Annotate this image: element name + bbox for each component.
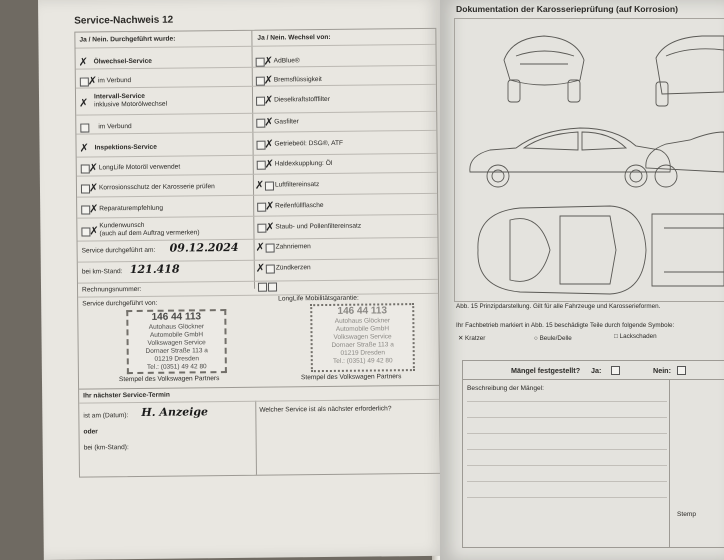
- checkbox-air-filter[interactable]: [265, 182, 274, 191]
- defects-description-label: Beschreibung der Mängel:: [467, 385, 544, 392]
- yes-label: Ja:: [591, 366, 602, 375]
- or-label: oder: [83, 428, 98, 436]
- checkbox-interval-service[interactable]: ✗: [79, 96, 89, 110]
- service-date-value[interactable]: 09.12.2024: [169, 240, 239, 255]
- next-km-label: bei (km-Stand):: [83, 444, 129, 452]
- next-date-label: ist am (Datum):: [83, 412, 129, 420]
- stamp-label: Stemp: [677, 511, 697, 518]
- diesel-filter-label: Dieselkraftstofffilter: [274, 95, 330, 104]
- car-rear-view: [504, 36, 584, 85]
- dealer-stamp-right: 146 44 113 Autohaus Glöckner Automobile GmbH Volkswagen Service Dornaer Straße 113 a 01219 Dresden Tel.: (0351) 49 42 80: [310, 303, 415, 372]
- interval-oil-label: inklusive Motorölwechsel: [94, 100, 168, 109]
- inspection-service-label: Inspektions-Service: [94, 143, 157, 152]
- dent-symbol-icon: ○: [534, 335, 540, 342]
- legend-paint-damage: □ Lackschaden: [614, 333, 657, 340]
- car-side-view-right: [646, 132, 724, 172]
- dealer-stamp-left: 146 44 113 Autohaus Glöckner Automobile GmbH Volkswagen Service Dornaer Straße 113 a 01219 Dresden Tel.: (0351) 49 42 80: [126, 309, 227, 374]
- marking-instruction: Ihr Fachbetrieb markiert in Abb. 15 beschädigte Teile durch folgende Symbole:: [456, 322, 675, 329]
- air-filter-label: Luftfiltereinsatz: [274, 181, 320, 189]
- km-value[interactable]: 121.418: [129, 262, 180, 277]
- page-title-right: Dokumentation der Karosserieprüfung (auf Korrosion): [456, 4, 679, 14]
- tyre-bottle-label: Reifenfüllflasche: [275, 202, 324, 210]
- oil-compound-label: im Verbund: [97, 77, 132, 85]
- interval-service-label: Intervall-Service: [93, 92, 146, 101]
- service-record-page: [38, 0, 446, 560]
- scratch-symbol-icon: ✕: [458, 335, 466, 342]
- defects-label: Mängel festgestellt?: [511, 366, 581, 375]
- next-date-value[interactable]: H. Anzeige: [141, 405, 209, 419]
- defects-no-checkbox[interactable]: [677, 366, 686, 375]
- customer-wish-label: Kundenwunsch: [99, 221, 145, 230]
- gear-oil-label: Getriebeöl: DSG®, ATF: [274, 139, 344, 148]
- figure-caption: Abb. 15 Prinzipdarstellung. Gilt für alle Fahrzeuge und Karosserieformen.: [456, 303, 661, 310]
- brake-fluid-label: Bremsflüssigkeit: [273, 76, 322, 84]
- checkbox-inspection-service[interactable]: ✗: [79, 141, 89, 155]
- interval-compound-label: im Verbund: [98, 123, 132, 131]
- gas-filter-label: Gasfilter: [274, 118, 299, 126]
- invoice-label: Rechnungsnummer:: [82, 285, 142, 294]
- oil-service-label: Ölwechsel-Service: [93, 57, 152, 66]
- next-service-question: Welcher Service ist als nächster erforderlich?: [259, 405, 392, 414]
- pollen-filter-label: Staub- und Pollenfiltereinsatz: [275, 222, 362, 231]
- timing-belt-label: Zahnriemen: [275, 243, 311, 251]
- corrosion-label: Korrosionsschutz der Karosserie prüfen: [98, 183, 215, 192]
- longlife-oil-label: LongLife Motoröl verwendet: [98, 163, 181, 172]
- car-diagram: [440, 0, 724, 300]
- car-front-view: [656, 36, 724, 94]
- body-inspection-page: [440, 0, 724, 560]
- right-column-header: Ja / Nein. Wechsel von:: [257, 33, 331, 42]
- spark-plugs-label: Zündkerzen: [275, 264, 311, 272]
- next-service-header: Ihr nächster Service-Termin: [83, 391, 170, 400]
- km-label: bei km-Stand:: [81, 268, 123, 276]
- performed-by-label: Service durchgeführt von:: [82, 299, 158, 308]
- no-label: Nein:: [653, 366, 671, 375]
- legend-scratch: ✕ Kratzer: [458, 335, 486, 342]
- stamp-caption-left: Stempel des Volkswagen Partners: [118, 375, 220, 384]
- defects-box: [462, 360, 724, 548]
- legend-dent: ○ Beule/Delle: [534, 335, 572, 342]
- service-date-label: Service durchgeführt am:: [81, 246, 156, 255]
- haldex-label: Haldexkupplung: Öl: [274, 159, 333, 168]
- customer-wish-note: (auch auf dem Auftrag vermerken): [99, 229, 200, 238]
- page-title: Service-Nachweis 12: [74, 14, 174, 27]
- left-column-header: Ja / Nein. Durchgeführt wurde:: [79, 35, 176, 44]
- paint-damage-symbol-icon: □: [614, 333, 620, 340]
- car-underbody-view: [652, 214, 724, 286]
- adblue-label: AdBlue®: [273, 57, 300, 65]
- defects-yes-checkbox[interactable]: [611, 366, 620, 375]
- longlife-guarantee-label: LongLife Mobilitätsgarantie:: [278, 294, 359, 303]
- repair-label: Reparaturempfehlung: [99, 204, 164, 213]
- car-top-view: [478, 206, 646, 294]
- stamp-caption-right: Stempel des Volkswagen Partners: [300, 373, 402, 382]
- checkbox-interval-compound[interactable]: [80, 123, 89, 132]
- checkbox-oil-service[interactable]: ✗: [78, 55, 88, 69]
- service-table: Ja / Nein. Durchgeführt wurde: Ja / Nein. Wechsel von: ✗ Ölwechsel-Service ✗ im Verbund ✗ Intervall-Service inklusive Motorölwechsel im Verbund ✗ Inspektions-Service ✗ LongLife Motoröl verwendet ✗ Korrosionsschutz der Karosserie prüfen ✗ Reparaturempfehlung ✗ Kundenwunsch (auch auf dem Auftrag vermerken) ✗ AdBlue® ✗ Bremsflüssigkeit ✗ Dieselkraftstofffilter ✗ Gasfilter ✗ Getriebeöl: DSG®, ATF ✗ Haldexkupplung: Öl ✗ Luftfiltereinsatz ✗ Reifenfüllflasche ✗ Staub- und Pollenfiltereinsatz ✗ Zahnriemen ✗ Zündkerzen Service durchgeführt am: 09.12.2024 bei km-Stand: 121.418 Rechnungsnummer: Service durchgeführt von: LongLife Mobilitätsgarantie: 146 44 113 Autohaus Glöckner Automobile GmbH Volkswagen Service Dornaer Straße 113 a 01219 Dresden Tel.: (0351) 49 42 80 146 44 113 Autohaus Glöckner Automobile GmbH Volkswagen Service Dornaer Straße 113 a 01219 Dresden Tel.: (0351) 49 42 80 Stempel des Volkswagen Partners Stempel des Volkswagen Partners Ihr nächster Service-Termin ist am (Datum): H. Anzeige oder bei (km-Stand): Welcher Service ist als nächster erforderlich?: [74, 28, 441, 478]
